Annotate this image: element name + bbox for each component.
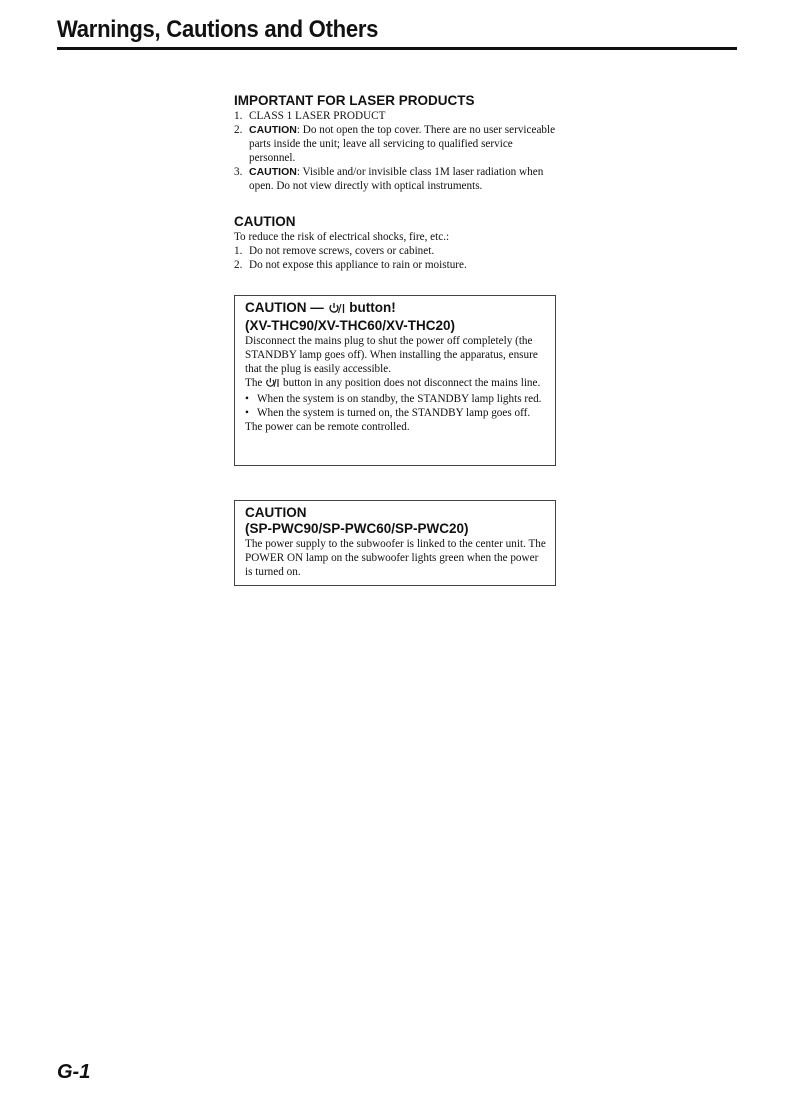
standby-box-heading	[245, 300, 547, 318]
main-content	[234, 93, 558, 272]
item-number: 2.	[234, 124, 243, 136]
subwoofer-caution-box	[234, 500, 556, 586]
item-text: Do not expose this appliance to rain or moisture.	[249, 259, 467, 271]
standby-box-models: (XV-THC90/XV-THC60/XV-THC20)	[245, 318, 456, 333]
laser-list	[234, 109, 558, 193]
standby-bullets	[245, 392, 547, 420]
standby-closing: The power can be remote controlled.	[245, 421, 410, 433]
laser-products-section	[234, 93, 558, 193]
item-text: CLASS 1 LASER PRODUCT	[249, 110, 386, 122]
item-number: 1.	[234, 110, 243, 122]
list-item	[234, 109, 558, 123]
list-item	[234, 244, 558, 258]
bullet-icon: •	[245, 393, 249, 405]
page-number: G-1	[57, 1061, 91, 1083]
list-item	[245, 392, 547, 406]
standby-paragraph: Disconnect the mains plug to shut the power off completely (the STANDBY lamp goes off). When installing the apparatus, ensure that the plug is easily accessible.	[245, 335, 538, 375]
list-item	[234, 165, 558, 193]
item-number: 1.	[234, 245, 243, 257]
page-title: Warnings, Cautions and Others	[57, 16, 379, 43]
caution-label: CAUTION	[249, 124, 297, 136]
item-text: : Visible and/or invisible class 1M laser radiation when open. Do not view directly with optical instruments.	[249, 166, 544, 192]
caution-heading: CAUTION	[234, 214, 296, 229]
list-item	[245, 406, 547, 420]
subwoofer-box-heading: CAUTION	[245, 505, 307, 520]
item-number: 2.	[234, 259, 243, 271]
list-item	[234, 123, 558, 165]
subwoofer-box-models: (SP-PWC90/SP-PWC60/SP-PWC20)	[245, 521, 469, 536]
heading-suffix: button!	[349, 300, 396, 315]
caution-list	[234, 244, 558, 272]
caution-intro: To reduce the risk of electrical shocks, fire, etc.:	[234, 231, 450, 243]
heading-prefix: CAUTION —	[245, 300, 324, 315]
item-text: : Do not open the top cover. There are no user serviceable parts inside the unit; leave all servicing to qualified service personnel.	[249, 124, 556, 164]
standby-caution-box	[234, 295, 556, 466]
power-standby-icon	[328, 302, 346, 318]
bullet-icon: •	[245, 407, 249, 419]
bullet-text: When the system is on standby, the STANDBY lamp lights red.	[257, 393, 542, 405]
button-note-prefix: The	[245, 377, 263, 389]
list-item	[234, 258, 558, 272]
subwoofer-paragraph: The power supply to the subwoofer is linked to the center unit. The POWER ON lamp on the subwoofer lights green when the power is turned on.	[245, 538, 546, 578]
item-text: Do not remove screws, covers or cabinet.	[249, 245, 435, 257]
button-note	[245, 376, 547, 392]
laser-heading: IMPORTANT FOR LASER PRODUCTS	[234, 93, 475, 108]
bullet-text: When the system is turned on, the STANDBY lamp goes off.	[257, 407, 531, 419]
button-note-suffix: button in any position does not disconnect the mains line.	[283, 377, 541, 389]
item-number: 3.	[234, 166, 243, 178]
power-standby-icon	[265, 377, 280, 392]
title-divider	[57, 47, 737, 50]
caution-section	[234, 214, 558, 272]
caution-label: CAUTION	[249, 166, 297, 178]
